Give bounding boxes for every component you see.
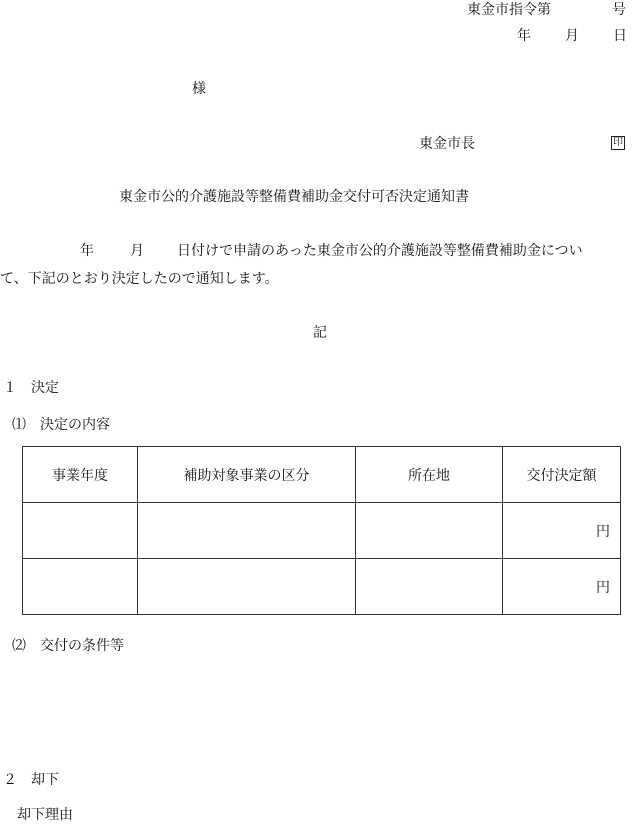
table-row xyxy=(23,559,621,615)
section-1-heading: １ 決定 xyxy=(3,380,59,396)
body-line-1: 日付けで申請のあった東金市公的介護施設等整備費補助金につい xyxy=(177,243,583,259)
subsection-1-heading: ⑴ 決定の内容 xyxy=(12,417,110,433)
body-year-label: 年 xyxy=(80,243,94,259)
column-header-project-category: 補助対象事業の区分 xyxy=(138,447,356,503)
table-cell xyxy=(356,503,503,559)
table-cell xyxy=(138,559,356,615)
seal-mark: 印 xyxy=(613,137,623,148)
grant-amount-cell: 円 xyxy=(503,559,621,615)
reference-number-suffix: 号 xyxy=(612,2,626,18)
section-2-heading: ２ 却下 xyxy=(3,772,59,788)
table-header-row xyxy=(23,447,621,503)
decision-table xyxy=(22,446,621,615)
grant-amount-cell: 円 xyxy=(503,503,621,559)
rejection-reason-label: 却下理由 xyxy=(17,807,73,823)
column-header-grant-amount: 交付決定額 xyxy=(503,447,621,503)
addressee-suffix: 様 xyxy=(192,81,206,97)
reference-number-prefix: 東金市指令第 xyxy=(467,2,551,18)
date-month-label: 月 xyxy=(565,28,579,44)
body-month-label: 月 xyxy=(130,243,144,259)
table-cell xyxy=(356,559,503,615)
date-year-label: 年 xyxy=(517,28,531,44)
document-title: 東金市公的介護施設等整備費補助金交付可否決定通知書 xyxy=(119,189,469,205)
date-day-label: 日 xyxy=(613,28,627,44)
column-header-fiscal-year: 事業年度 xyxy=(23,447,138,503)
table-cell xyxy=(23,559,138,615)
ki-heading: 記 xyxy=(313,325,327,341)
subsection-2-heading: ⑵ 交付の条件等 xyxy=(12,638,124,654)
table-row xyxy=(23,503,621,559)
body-line-2: て、下記のとおり決定したので通知します。 xyxy=(0,271,279,287)
table-cell xyxy=(138,503,356,559)
table-cell xyxy=(23,503,138,559)
column-header-location: 所在地 xyxy=(356,447,503,503)
mayor-title: 東金市長 xyxy=(419,136,475,152)
